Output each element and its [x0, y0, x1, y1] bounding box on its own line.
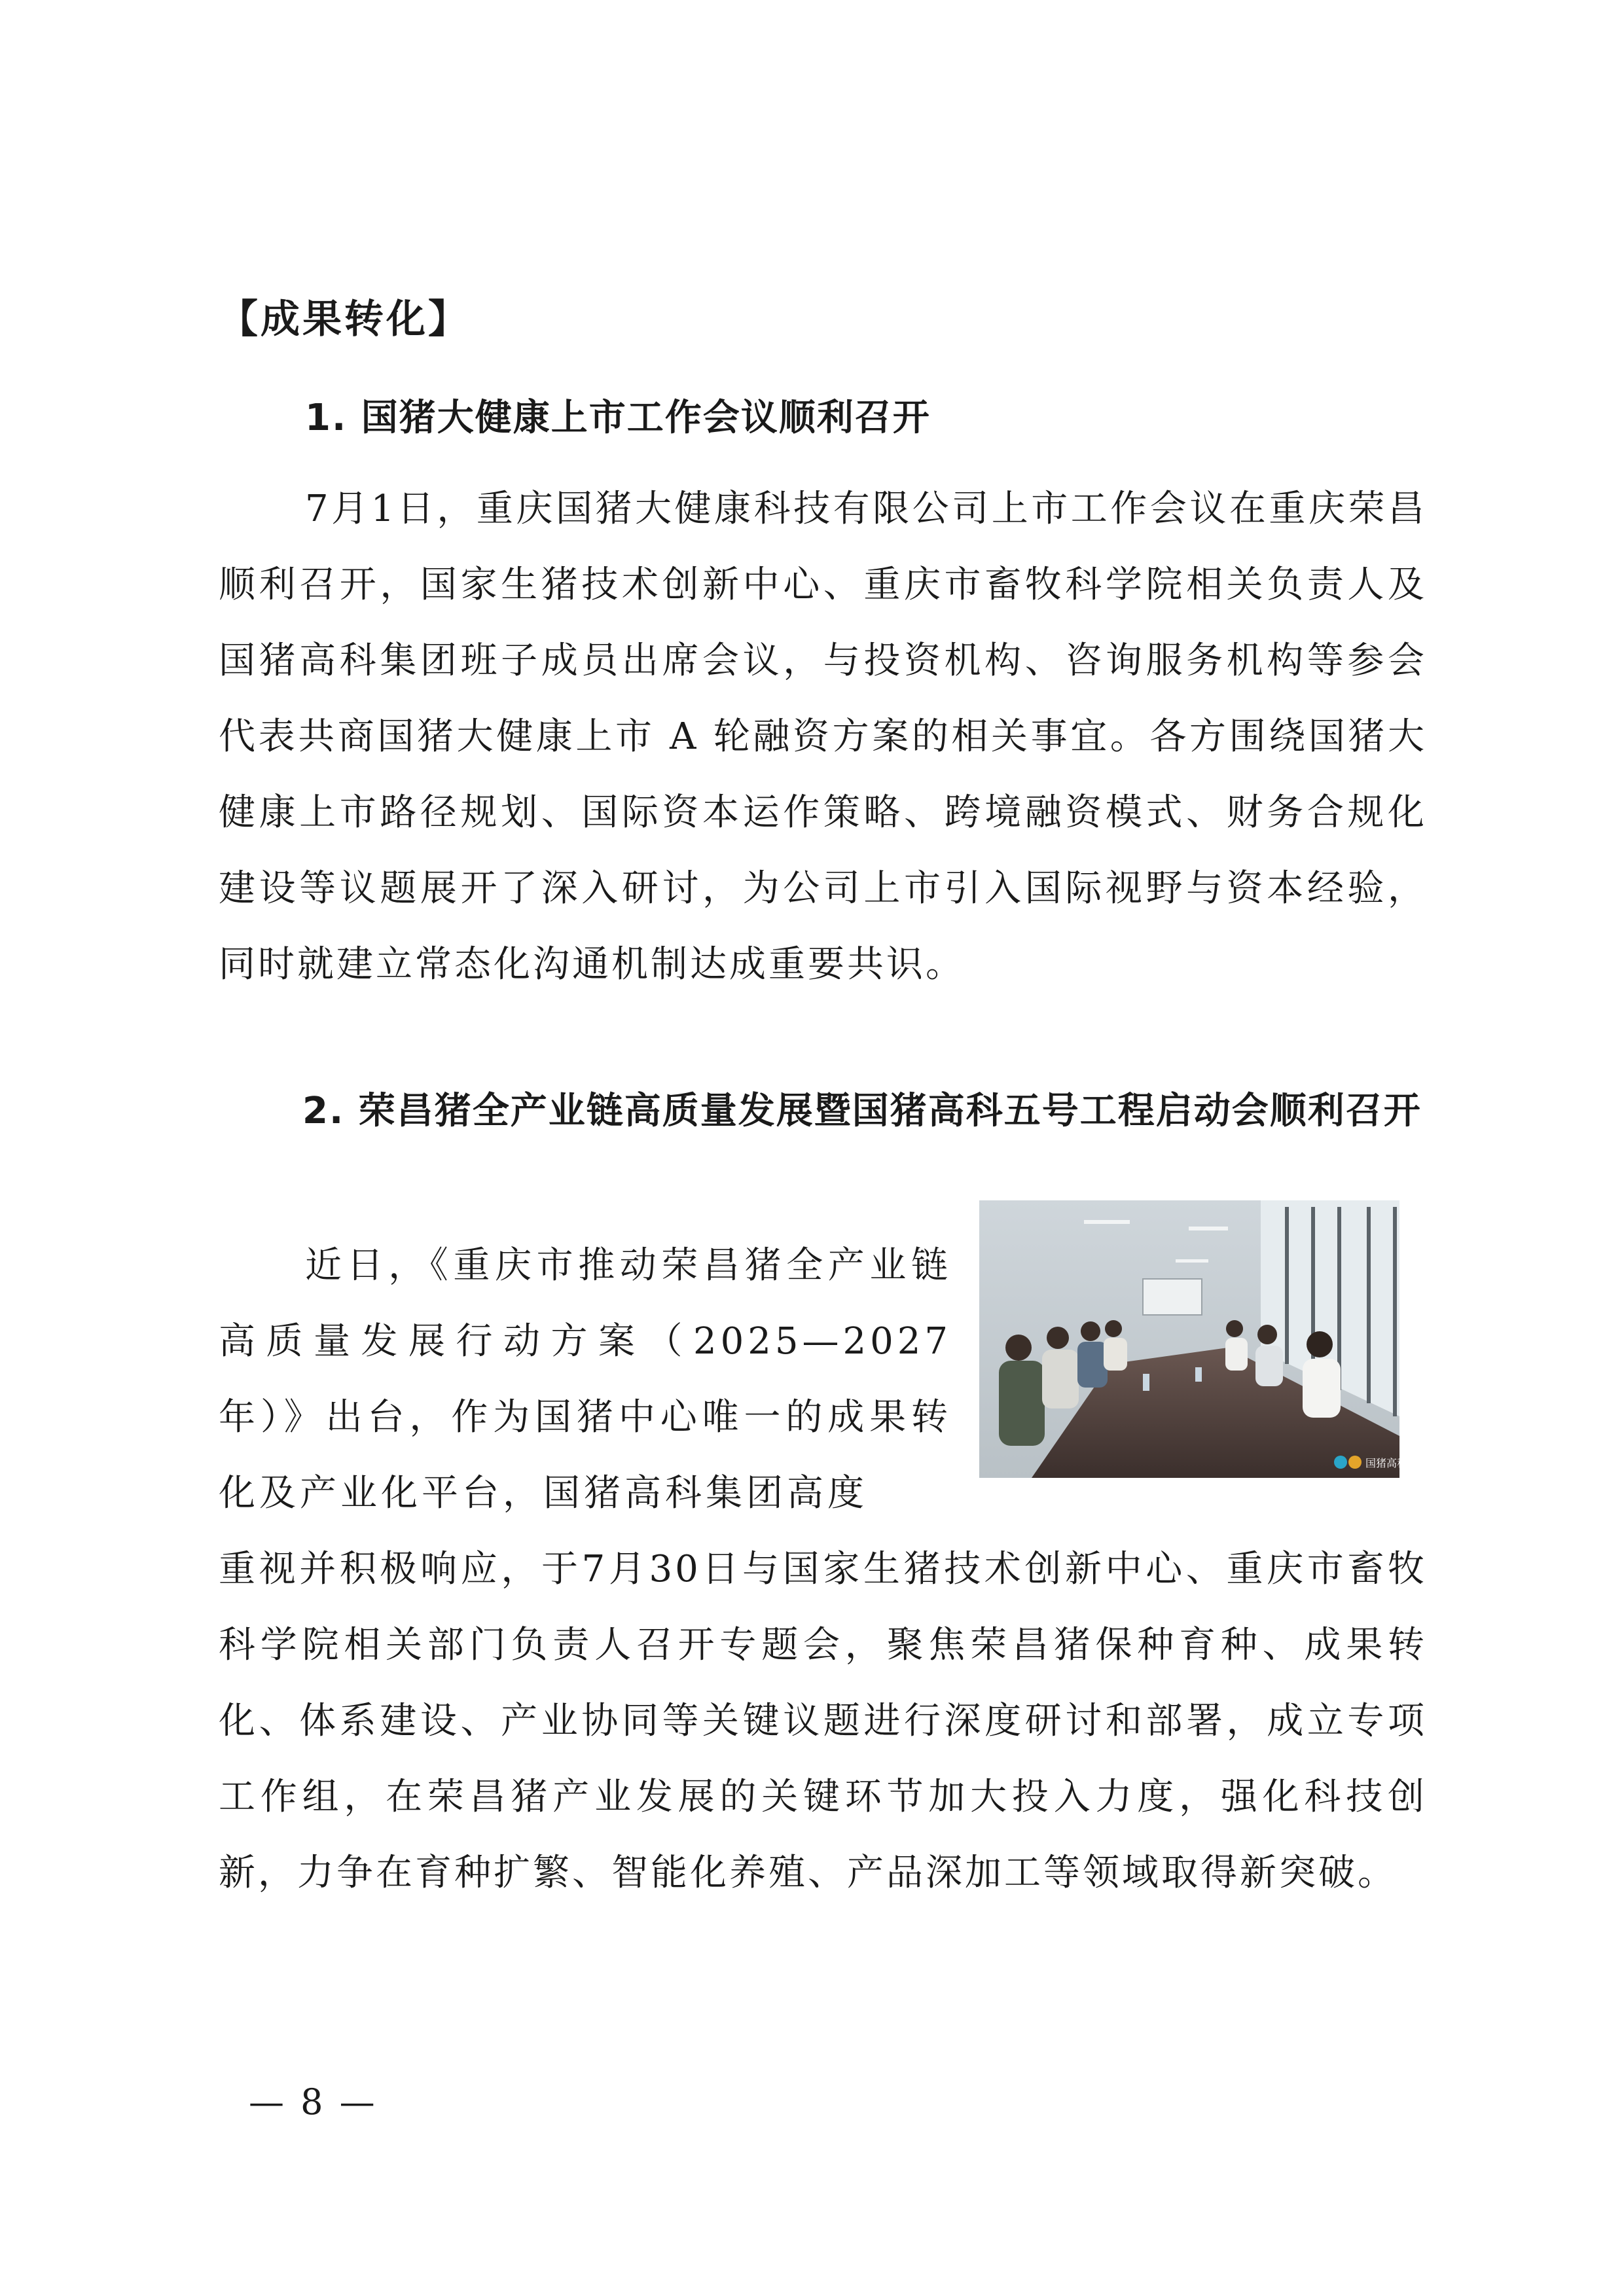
photo-watermark: 国猪高科	[1365, 1457, 1408, 1469]
item2-body-beside-photo: 近日，《重庆市推动荣昌猪全产业链高质量发展行动方案（2025—2027年）》出台，作为国猪中心唯一的成果转化及产业化平台，国猪高科集团高度	[219, 1244, 952, 1515]
item2-heading	[219, 1073, 1423, 1149]
item2-body-continued: 重视并积极响应，于7月30日与国家生猪技术创新中心、重庆市畜牧科学院相关部门负责人召开专题会，聚焦荣昌猪保种育种、成果转化、体系建设、产业协同等关键议题进行深度研讨和部署，成立专项工作组，在荣昌猪产业发展的关键环节加大投入力度，强化科技创新，力争在育种扩繁、智能化养殖、产品深加工等领域取得新突破。	[219, 1548, 1427, 1894]
page-number: — 8 —	[249, 2081, 378, 2123]
item1-body: 7月1日，重庆国猪大健康科技有限公司上市工作会议在重庆荣昌顺利召开，国家生猪技术创新中心、重庆市畜牧科学院相关负责人及国猪高科集团班子成员出席会议，与投资机构、咨询服务机构等参会代表共商国猪大健康上市 A 轮融资方案的相关事宜。各方围绕国猪大健康上市路径规划、国际资本运作策略、跨境融资模式、财务合规化建设等议题展开了深入研讨，为公司上市引入国际视野与资本经验，同时就建立常态化沟通机制达成重要共识。	[219, 488, 1427, 986]
item1-heading: 1. 国猪大健康上市工作会议顺利召开	[305, 397, 931, 439]
meeting-photo	[979, 1200, 1408, 1478]
item2-heading-text: 2. 荣昌猪全产业链高质量发展暨国猪高科五号工程启动会顺利召开	[302, 1090, 1422, 1132]
section-heading: 【成果转化】	[219, 296, 470, 342]
